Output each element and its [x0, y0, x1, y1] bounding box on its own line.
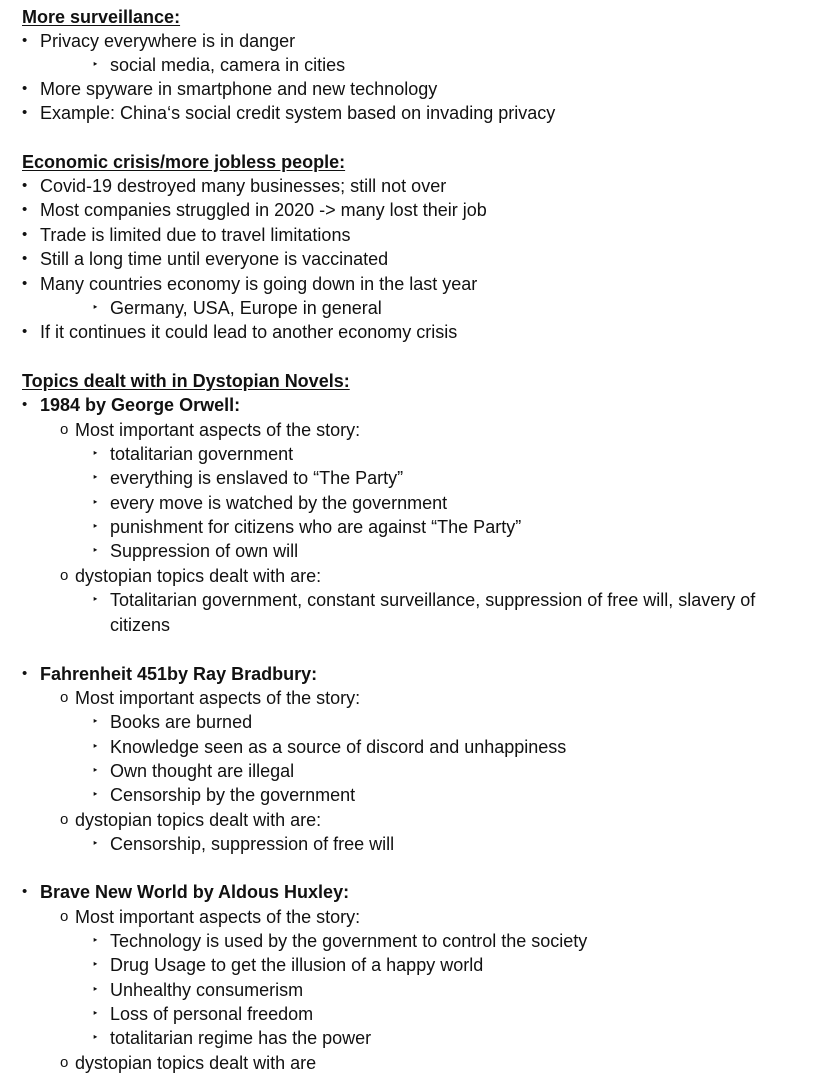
- list-item-text: Suppression of own will: [110, 541, 299, 561]
- sublist-label-text: dystopian topics dealt with are: [75, 1053, 317, 1073]
- section-heading-surveillance: More surveillance:: [22, 7, 181, 27]
- list-item-text: Many countries economy is going down in the last year: [40, 274, 478, 294]
- list-item-text: Censorship, suppression of free will: [110, 834, 395, 854]
- list-item-text: Covid-19 destroyed many businesses; still not over: [40, 176, 447, 196]
- list-item-text: Own thought are illegal: [110, 761, 295, 781]
- bullet-triangle: ‣: [92, 448, 99, 460]
- bullet-dot: •: [22, 665, 28, 682]
- list-item-text: Still a long time until everyone is vaccinated: [40, 249, 389, 269]
- bullet-triangle: ‣: [92, 959, 99, 971]
- bullet-dot: •: [22, 32, 28, 49]
- list-item-text: Most companies struggled in 2020 -> many lost their job: [40, 200, 487, 220]
- bullet-triangle: ‣: [92, 472, 99, 484]
- list-item-text: Trade is limited due to travel limitations: [40, 225, 351, 245]
- sublist-label-text: dystopian topics dealt with are:: [75, 810, 322, 830]
- bullet-triangle: ‣: [92, 765, 99, 777]
- bullet-triangle: ‣: [92, 741, 99, 753]
- bullet-circle: o: [60, 689, 69, 706]
- list-item-text: Drug Usage to get the illusion of a happy world: [110, 955, 484, 975]
- list-item-text: social media, camera in cities: [110, 55, 346, 75]
- list-item-text: If it continues it could lead to another economy crisis: [40, 322, 458, 342]
- novel-title-text: Fahrenheit 451by Ray Bradbury:: [40, 664, 318, 684]
- bullet-triangle: ‣: [92, 59, 99, 71]
- list-item-text: Unhealthy consumerism: [110, 980, 304, 1000]
- list-item-text: More spyware in smartphone and new technology: [40, 79, 438, 99]
- section-heading-economy: Economic crisis/more jobless people:: [22, 152, 346, 172]
- bullet-triangle: ‣: [92, 594, 99, 606]
- bullet-circle: o: [60, 1054, 69, 1071]
- sublist-label-text: Most important aspects of the story:: [75, 420, 361, 440]
- sublist-label-text: Most important aspects of the story:: [75, 907, 361, 927]
- list-item-text: Example: China‘s social credit system based on invading privacy: [40, 103, 556, 123]
- bullet-triangle: ‣: [92, 1032, 99, 1044]
- bullet-triangle: ‣: [92, 521, 99, 533]
- bullet-circle: o: [60, 908, 69, 925]
- list-item-text: Censorship by the government: [110, 785, 356, 805]
- bullet-triangle: ‣: [92, 935, 99, 947]
- bullet-triangle: ‣: [92, 497, 99, 509]
- list-item-text: totalitarian government: [110, 444, 294, 464]
- bullet-circle: o: [60, 421, 69, 438]
- bullet-dot: •: [22, 396, 28, 413]
- novel-title-text: Brave New World by Aldous Huxley:: [40, 882, 350, 902]
- bullet-dot: •: [22, 226, 28, 243]
- sublist-label-text: Most important aspects of the story:: [75, 688, 361, 708]
- bullet-triangle: ‣: [92, 302, 99, 314]
- bullet-dot: •: [22, 250, 28, 267]
- bullet-triangle: ‣: [92, 984, 99, 996]
- bullet-dot: •: [22, 275, 28, 292]
- list-item-text: Privacy everywhere is in danger: [40, 31, 296, 51]
- bullet-dot: •: [22, 323, 28, 340]
- bullet-triangle: ‣: [92, 716, 99, 728]
- bullet-circle: o: [60, 567, 69, 584]
- list-item-text: Technology is used by the government to control the society: [110, 931, 588, 951]
- bullet-triangle: ‣: [92, 838, 99, 850]
- list-item-text: everything is enslaved to “The Party”: [110, 468, 404, 488]
- novel-title-text: 1984 by George Orwell:: [40, 395, 241, 415]
- bullet-dot: •: [22, 80, 28, 97]
- bullet-dot: •: [22, 883, 28, 900]
- bullet-triangle: ‣: [92, 1008, 99, 1020]
- list-item-text: totalitarian regime has the power: [110, 1028, 372, 1048]
- bullet-dot: •: [22, 104, 28, 121]
- sublist-label-text: dystopian topics dealt with are:: [75, 566, 322, 586]
- bullet-triangle: ‣: [92, 545, 99, 557]
- list-item-text: Books are burned: [110, 712, 253, 732]
- list-item-text: Totalitarian government, constant surveillance, suppression of free will, slavery of citizens: [110, 590, 756, 635]
- list-item-text: Germany, USA, Europe in general: [110, 298, 382, 318]
- list-item-text: every move is watched by the government: [110, 493, 448, 513]
- list-item-text: Loss of personal freedom: [110, 1004, 314, 1024]
- list-item-text: Knowledge seen as a source of discord and unhappiness: [110, 737, 567, 757]
- bullet-triangle: ‣: [92, 789, 99, 801]
- bullet-dot: •: [22, 177, 28, 194]
- bullet-circle: o: [60, 811, 69, 828]
- section-heading-topics: Topics dealt with in Dystopian Novels:: [22, 371, 350, 391]
- bullet-dot: •: [22, 201, 28, 218]
- list-item-text: punishment for citizens who are against “The Party”: [110, 517, 522, 537]
